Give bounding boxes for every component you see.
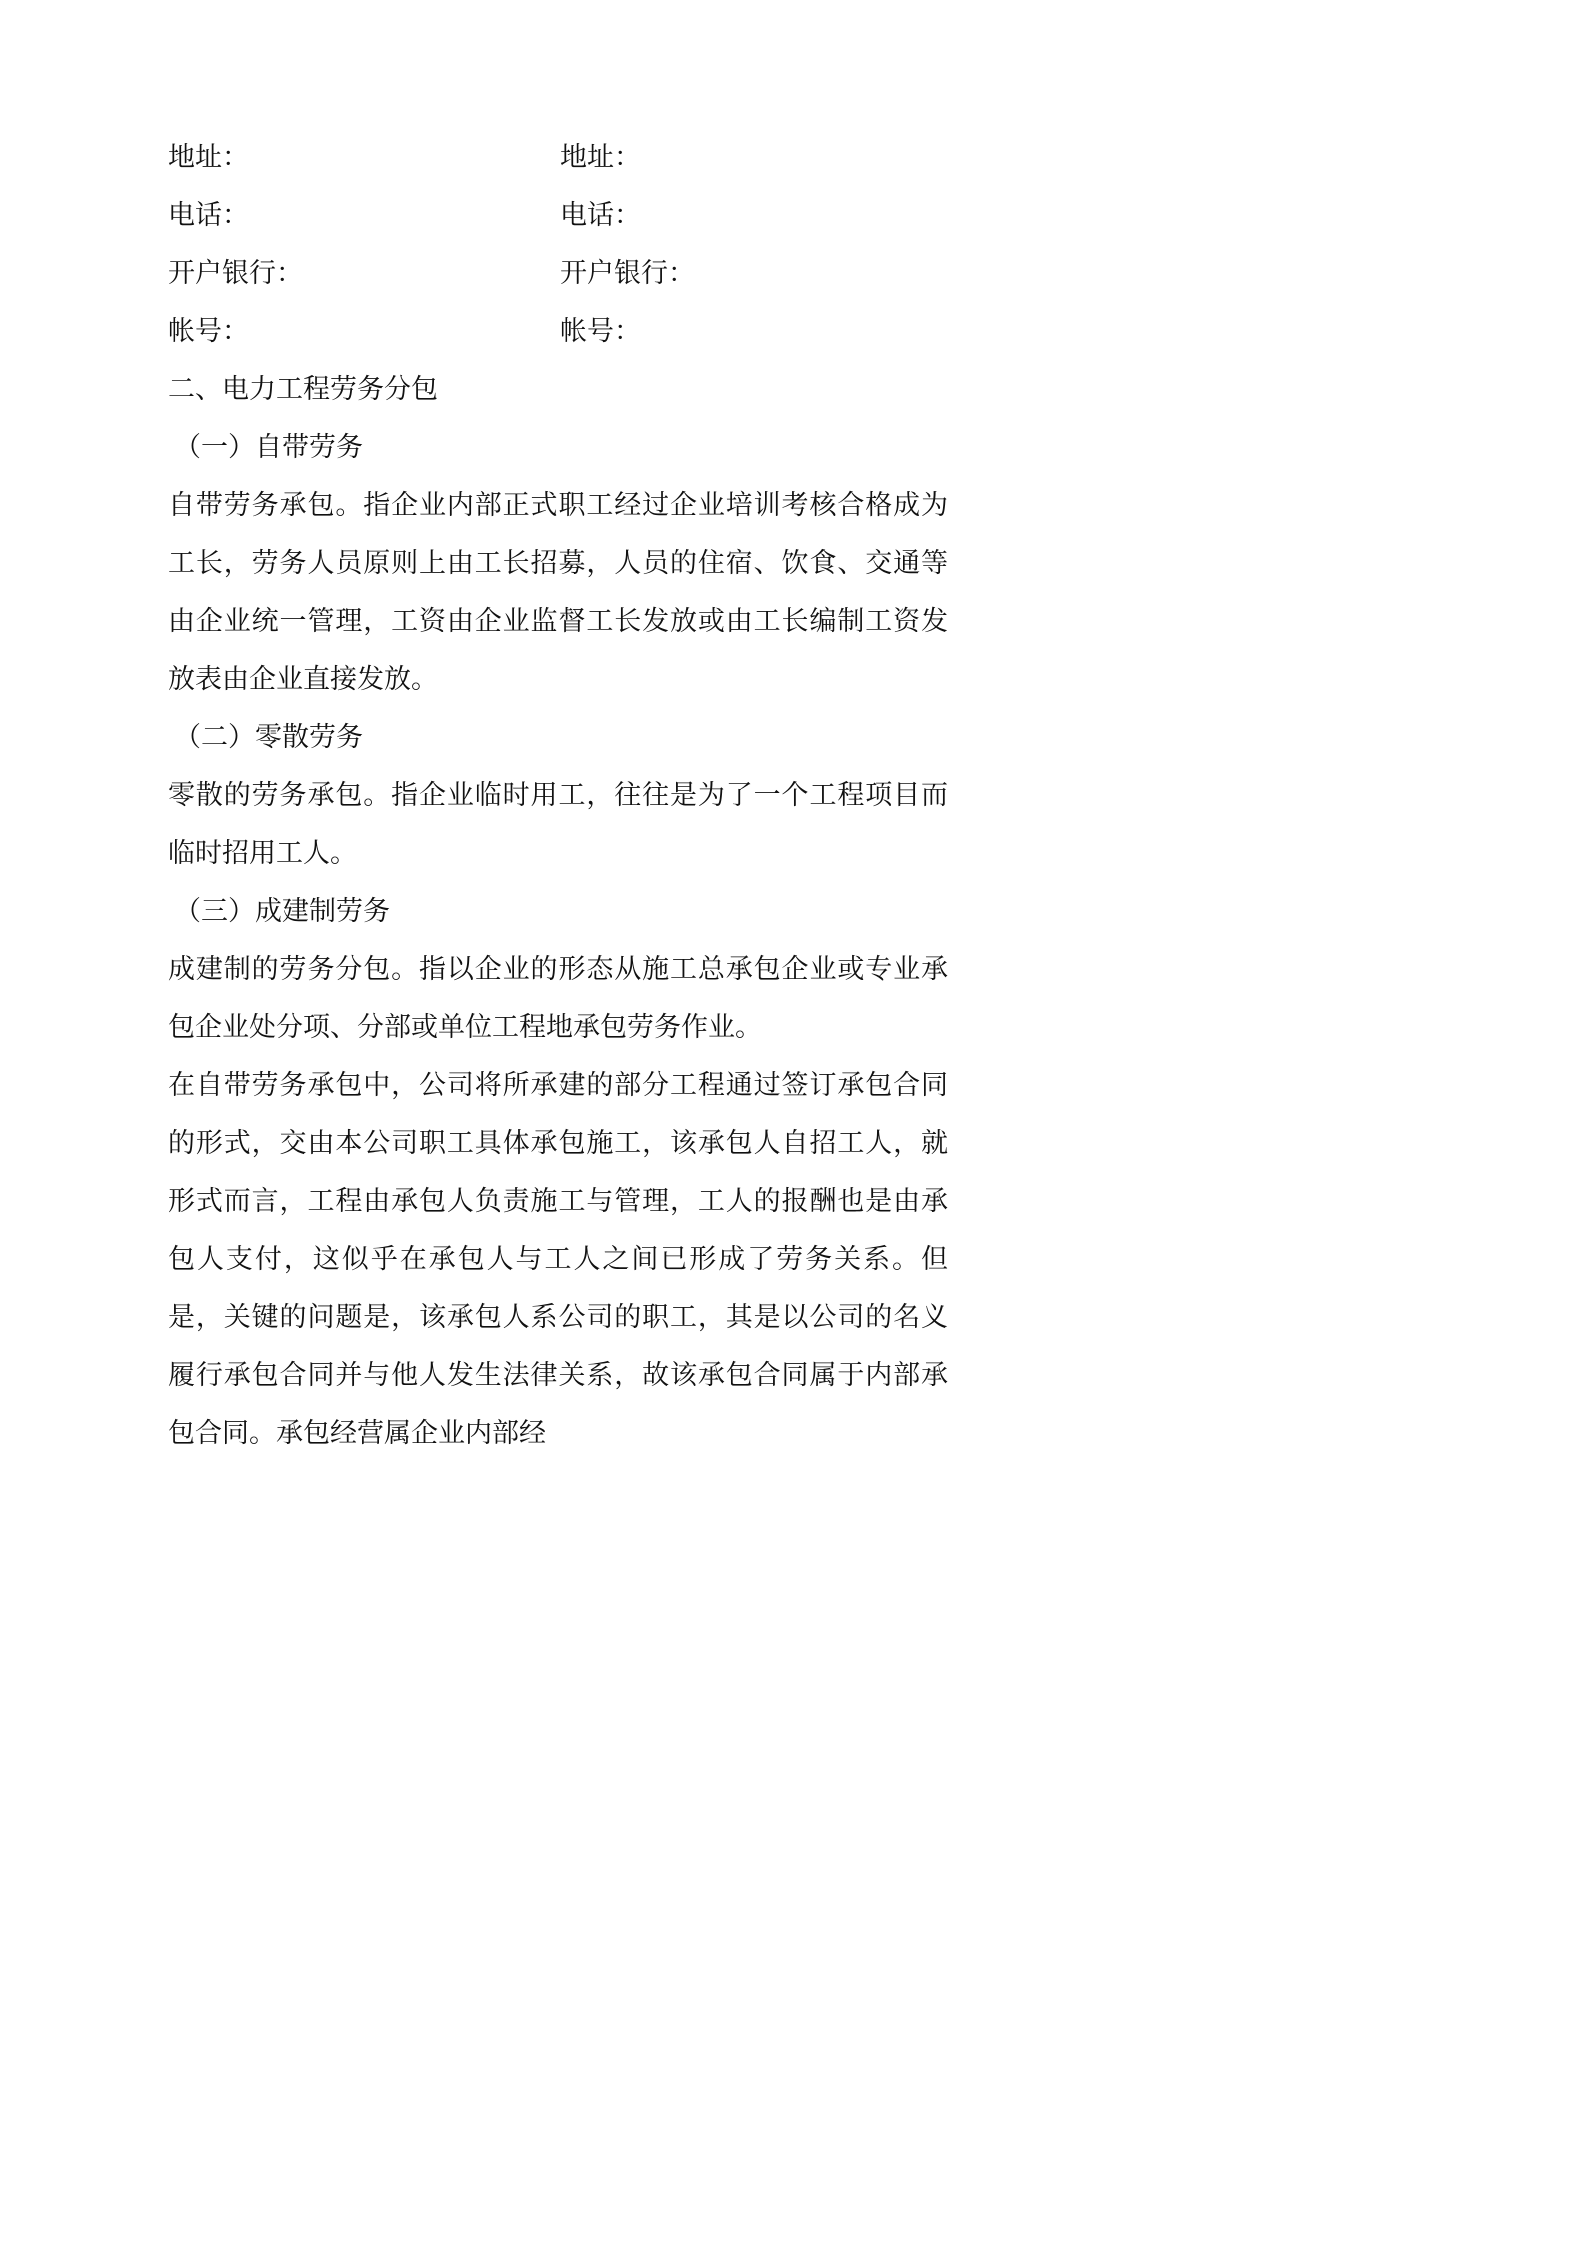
party-b-phone-label: 电话： xyxy=(560,200,641,231)
party-a-account-label: 帐号： xyxy=(168,316,249,347)
page-content xyxy=(168,129,948,1463)
paragraph-self-labor: 自带劳务承包。指企业内部正式职工经过企业培训考核合格成为工长，劳务人员原则上由工长招募，人员的住宿、饮食、交通等由企业统一管理，工资由企业监督工长发放或由工长编制工资发放表由企业直接发放。 xyxy=(168,490,948,695)
party-b-address-label: 地址： xyxy=(560,142,641,173)
document-page xyxy=(0,0,1100,1556)
party-b-bank-label: 开户银行： xyxy=(560,258,695,289)
subsection-heading-casual-labor: （二）零散劳务 xyxy=(174,722,363,753)
subsection-heading-organized-labor: （三）成建制劳务 xyxy=(174,896,390,927)
party-b-account-label: 帐号： xyxy=(560,316,641,347)
party-a-bank-label: 开户银行： xyxy=(168,258,303,289)
party-a-address-label: 地址： xyxy=(168,142,249,173)
party-a-phone-label: 电话： xyxy=(168,200,249,231)
paragraph-organized-labor: 成建制的劳务分包。指以企业的形态从施工总承包企业或专业承包企业处分项、分部或单位工程地承包劳务作业。 xyxy=(168,954,948,1043)
phone-row xyxy=(168,187,948,245)
bank-row xyxy=(168,245,948,303)
address-row xyxy=(168,129,948,187)
section-heading: 二、电力工程劳务分包 xyxy=(168,374,438,405)
account-row xyxy=(168,303,948,361)
subsection-heading-self-labor: （一）自带劳务 xyxy=(174,432,363,463)
paragraph-discussion: 在自带劳务承包中，公司将所承建的部分工程通过签订承包合同的形式，交由本公司职工具体承包施工，该承包人自招工人，就形式而言，工程由承包人负责施工与管理，工人的报酬也是由承包人支付，这似乎在承包人与工人之间已形成了劳务关系。但是，关键的问题是，该承包人系公司的职工，其是以公司的名义履行承包合同并与他人发生法律关系，故该承包合同属于内部承包合同。承包经营属企业内部经 xyxy=(168,1070,948,1449)
paragraph-casual-labor: 零散的劳务承包。指企业临时用工，往往是为了一个工程项目而临时招用工人。 xyxy=(168,780,948,869)
